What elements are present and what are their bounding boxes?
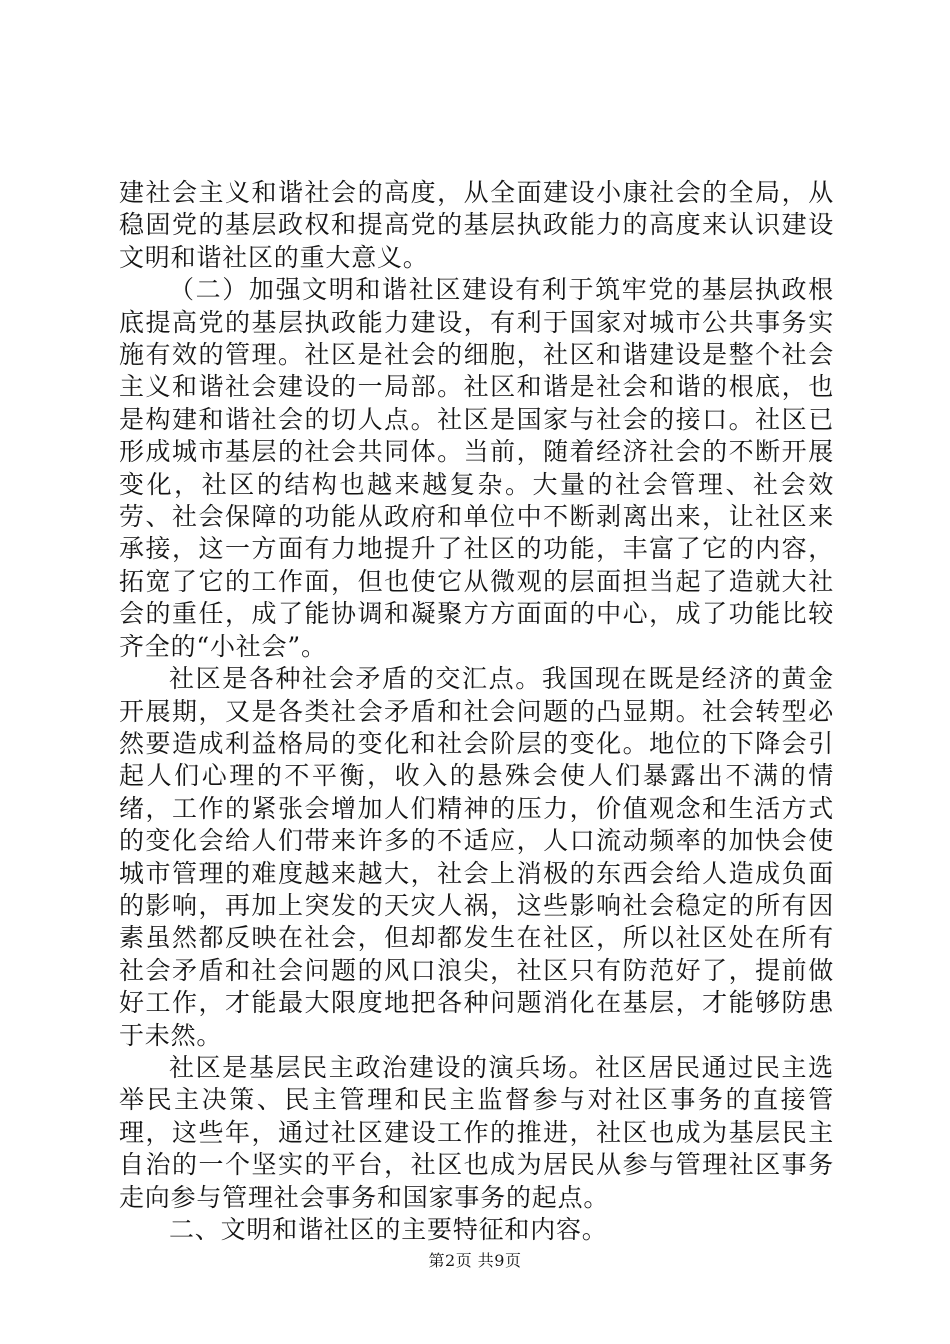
paragraph-social-conflicts: 社区是各种社会矛盾的交汇点。我国现在既是经济的黄金开展期，又是各类社会矛盾和社会问题的凸显期。社会转型必然要造成利益格局的变化和社会阶层的变化。地位的下降会引起人们心理的不平衡，收入的悬殊会使人们暴露出不满的情绪，工作的紧张会增加人们精神的压力，价值观念和生活方式的变化会给人们带来许多的不适应，人口流动频率的加快会使城市管理的难度越来越大，社会上消极的东西会给人造成负面的影响，再加上突发的天灾人祸，这些影响社会稳定的所有因素虽然都反映在社会，但却都发生在社区，所以社区处在所有社会矛盾和社会问题的风口浪尖，社区只有防范好了，提前做好工作，才能最大限度地把各种问题消化在基层，才能够防患于未然。 bbox=[119, 664, 834, 1050]
paragraph-grassroots-democracy: 社区是基层民主政治建设的演兵场。社区居民通过民主选举民主决策、民主管理和民主监督参与对社区事务的直接管理，这些年，通过社区建设工作的推进，社区也成为基层民主自治的一个坚实的平台，社区也成为居民从参与管理社区事务走向参与管理社会事务和国家事务的起点。 bbox=[119, 1052, 834, 1212]
document-body bbox=[119, 177, 834, 1246]
paragraph-continuation: 建社会主义和谐社会的高度，从全面建设小康社会的全局，从稳固党的基层政权和提高党的基层执政能力的高度来认识建设文明和谐社区的重大意义。 bbox=[119, 178, 834, 272]
page-number-footer: 第2页 共9页 bbox=[428, 1251, 522, 1270]
section-heading-features: 二、文明和谐社区的主要特征和内容。 bbox=[169, 1215, 608, 1244]
paragraph-section-two: （二）加强文明和谐社区建设有利于筑牢党的基层执政根底提高党的基层执政能力建设，有利于国家对城市公共事务实施有效的管理。社区是社会的细胞，社区和谐建设是整个社会主义和谐社会建设的一局部。社区和谐是社会和谐的根底，也是构建和谐社会的切人点。社区是国家与社会的接口。社区已形成城市基层的社会共同体。当前，随着经济社会的不断开展变化，社区的结构也越来越复杂。大量的社会管理、社会效劳、社会保障的功能从政府和单位中不断剥离出来，让社区来承接，这一方面有力地提升了社区的功能，丰富了它的内容，拓宽了它的工作面，但也使它从微观的层面担当起了造就大社会的重任，成了能协调和凝聚方方面面的中心，成了功能比较齐全的“小社会”。 bbox=[119, 275, 834, 661]
